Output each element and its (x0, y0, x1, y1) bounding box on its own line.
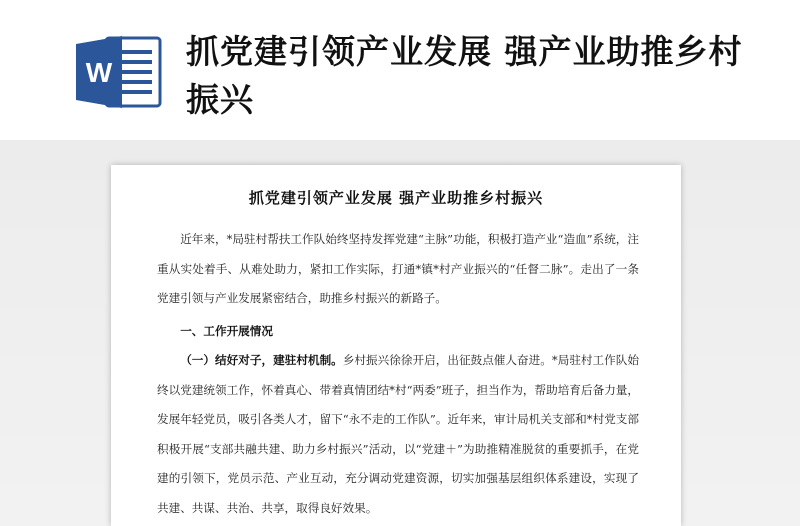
paragraph-1: 近年来，*局驻村帮扶工作队始终坚持发挥党建“主脉”功能，积极打造产业“造血”系统，注重从实处着手、从难处助力，紧扣工作实际，打通*镇*村产业振兴的“任督二脉”。走出了一条党建引领与产业发展紧密结合，助推乡村振兴的新路子。 (157, 232, 639, 305)
header (0, 0, 800, 140)
paragraph-2-lead: （一）结好对子，建驻村机制。 (180, 353, 343, 367)
paragraph-2-body: 乡村振兴徐徐开启，出征鼓点催人奋进。*局驻村工作队始终以党建统领工作，怀着真心、带着真情团结*村“两委”班子，担当作为，帮助培育后备力量，发展年轻党员，吸引各类人才，留下“永不走的工作队”。近年来，审计局机关支部和*村党支部积极开展“支部共融共建、助力乡村振兴”活动，以“党建＋”为助推精准脱贫的重要抓手，在党建的引领下，党员示范、产业互动，充分调动党建资源，切实加强基层组织体系建设，实现了共建、共谋、共治、共享，取得良好效果。 (157, 353, 639, 515)
app-icon-letter: W (85, 57, 113, 88)
word-icon (76, 34, 162, 110)
paragraph-2 (157, 346, 639, 523)
document-page (111, 165, 681, 526)
section-heading: 一、工作开展情况 (180, 324, 273, 338)
header-title: 抓党建引领产业发展 强产业助推乡村振兴 (186, 32, 743, 119)
document-title: 抓党建引领产业发展 强产业助推乡村振兴 (248, 189, 544, 207)
